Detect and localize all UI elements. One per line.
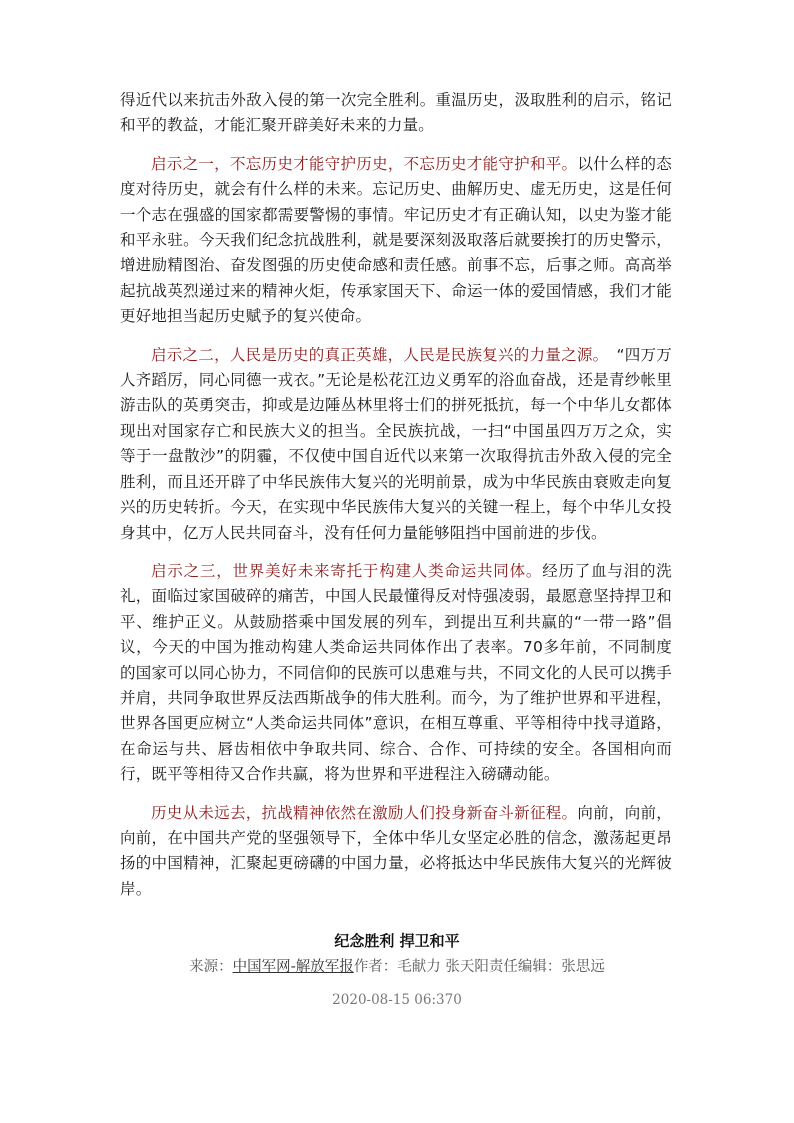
article-paragraph <box>120 343 672 546</box>
paragraph-highlight: 历史从未远去，抗战精神依然在激励人们投身新奋斗新征程。 <box>151 803 578 822</box>
article-paragraph <box>120 559 672 788</box>
source-link[interactable]: 中国军网-解放军报 <box>232 959 354 975</box>
paragraph-text: 以什么样的态度对待历史，就会有什么样的未来。忘记历史、曲解历史、虚无历史，这是任何一个志在强盛的国家都需要警惕的事情。牢记历史才有正确认知，以史为鉴才能和平永驻。今天我们纪念抗战胜利，就是要深刻汲取落后就要挨打的历史警示，增进励精图治、奋发图强的历史使命感和责任感。前事不忘，后事之师。高高举起抗战英烈递过来的精神火炬，传承家国天下、命运一体的爱国情感，我们才能更好地担当起历史赋予的复兴使命。 <box>120 154 672 326</box>
article-body <box>120 88 672 915</box>
article-paragraph <box>120 152 672 330</box>
paragraph-text: 向前，向前，向前，在中国共产党的坚强领导下，全体中华儿女坚定必胜的信念，激荡起更昂扬的中国精神，汇聚起更磅礴的中国力量，必将抵达中华民族伟大复兴的光辉彼岸。 <box>120 803 672 898</box>
paragraph-highlight: 启示之一，不忘历史才能守护历史，不忘历史才能守护和平。 <box>151 154 578 173</box>
editor-text: 责任编辑：张思远 <box>488 959 605 975</box>
publish-date: 2020-08-15 06:37 <box>332 992 454 1008</box>
source-label: 来源： <box>189 959 233 975</box>
article-paragraph <box>120 88 672 139</box>
paragraph-text: 经历了血与泪的洗礼，面临过家国破碎的痛苦，中国人民最懂得反对恃强凌弱，最愿意坚持捍卫和平、维护正义。从鼓励搭乘中国发展的列车，到提出互利共赢的“一带一路”倡议，今天的中国为推动构建人类命运共同体作出了表率。70多年前，不同制度的国家可以同心协力，不同信仰的民族可以患难与共，不同文化的人民可以携手并肩，共同争取世界反法西斯战争的伟大胜利。而今，为了维护世界和平进程，世界各国更应树立“人类命运共同体”意识，在相互尊重、平等相待中找寻道路，在命运与共、唇齿相依中争取共同、综合、合作、可持续的安全。各国相向而行，既平等相待又合作共赢，将为世界和平进程注入磅礴动能。 <box>120 561 672 784</box>
paragraph-highlight: 启示之二，人民是历史的真正英雄，人民是民族复兴的力量之源。 <box>151 345 601 364</box>
footer-date-line <box>0 992 794 1008</box>
footer-title: 纪念胜利 捍卫和平 <box>334 932 460 950</box>
comment-count[interactable]: 0 <box>453 992 462 1008</box>
authors-text: 作者：毛献力 张天阳 <box>353 959 489 975</box>
article-paragraph <box>120 801 672 903</box>
paragraph-text: “四万万人齐蹈厉，同心同德一戎衣。”无论是松花江边义勇军的浴血奋战，还是青纱帐里游击队的英勇突击，抑或是边陲丛林里将士们的拼死抵抗，每一个中华儿女都体现出对国家存亡和民族大义的担当。全民族抗战，一扫“中国虽四万万之众，实等于一盘散沙”的阴霾，不仅使中国自近代以来第一次取得抗击外敌入侵的完全胜利，而且还开辟了中华民族伟大复兴的光明前景，成为中华民族由衰败走向复兴的历史转折。今天，在实现中华民族伟大复兴的关键一程上，每个中华儿女投身其中，亿万人民共同奋斗，没有任何力量能够阻挡中国前进的步伐。 <box>120 345 672 542</box>
paragraph-text: 得近代以来抗击外敌入侵的第一次完全胜利。重温历史，汲取胜利的启示，铭记和平的教益，才能汇聚开辟美好未来的力量。 <box>120 91 672 135</box>
footer-source-line <box>0 955 794 976</box>
paragraph-highlight: 启示之三，世界美好未来寄托于构建人类命运共同体。 <box>151 561 543 580</box>
